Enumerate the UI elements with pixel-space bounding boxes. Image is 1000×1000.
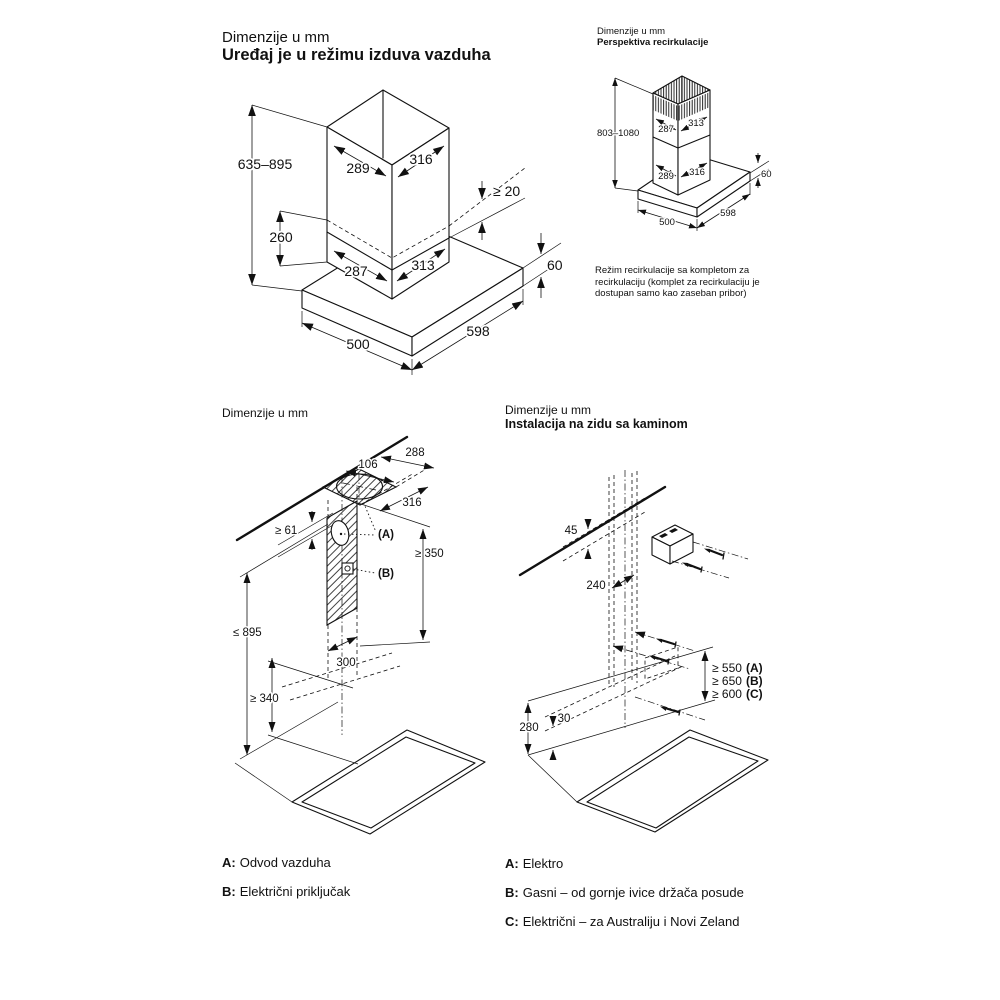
dim-top-clearance: ≥ 61 [275,525,298,537]
ceiling-line [520,487,665,575]
dim-depth: 598 [466,323,490,339]
dim-upper-front: 289 [346,160,370,176]
dim-ceiling-offset: 45 [564,525,578,537]
chimney-title: Instalacija na zidu sa kaminom [505,417,688,431]
dim-min-height-b [712,674,763,688]
dim-edge-offset: 30 [557,713,571,725]
recirculation-drawing [595,55,795,230]
dim-height-range: 635–895 [237,156,293,172]
dim-bottom-clearance: ≥ 340 [250,693,279,705]
dim-min-b-value: ≥ 650 [712,674,742,688]
dim-max-total: ≤ 895 [233,627,262,639]
legend-text-c: Električni – za Australiju i Novi Zeland [522,914,740,929]
dim-upper-side: 313 [688,118,704,129]
legend-key-c: C: [505,914,519,929]
dim-min-b-key: (B) [745,674,763,688]
legend-key-a: A: [505,856,519,871]
dim-duct-width: 288 [405,447,425,459]
dim-lower-side: 313 [411,257,435,273]
chimney-dimensions [519,520,762,760]
dim-lower-height: 260 [269,229,293,245]
chimney-subtitle: Dimenzije u mm [505,403,592,417]
dim-duct-offset: 106 [358,459,378,471]
legend-item-b [505,885,744,900]
exhaust-title: Uređaj je u režimu izduva vazduha [222,46,491,64]
dim-width: 500 [659,217,675,228]
cooktop [235,730,485,834]
dim-min-c-key: (C) [745,687,763,701]
legend-key-b: B: [505,885,519,900]
dim-min-height-c [712,687,763,701]
dim-lower-side: 316 [689,167,705,178]
dim-upper-side: 316 [409,151,433,167]
legend-left [222,855,350,913]
dim-min-height-a [712,661,763,675]
dim-upper-front: 287 [658,124,674,135]
dim-lower-front: 287 [344,263,368,279]
cooktop [528,730,768,832]
dim-lower-ref: 280 [519,722,539,734]
dim-min-a-key: (A) [745,661,763,675]
electrical-socket [342,563,353,574]
recirculation-note: Režim recirkulacije sa kompletom za recirkulaciju (komplet za recirkulaciju je dostupan samo kao zaseban pribor) [595,265,760,299]
exhaust-mode-drawing [225,80,570,395]
dim-canopy-height: 60 [547,257,563,273]
legend-key-b: B: [222,884,236,899]
exhaust-subtitle: Dimenzije u mm [222,29,330,46]
dim-mount-width: 300 [336,657,356,669]
dim-gap: ≥ 20 [493,183,521,199]
dim-canopy-height: 60 [761,169,772,180]
legend-key-a: A: [222,855,236,870]
recirculation-subtitle: Dimenzije u mm [597,26,666,37]
legend-text-b: Električni priključak [239,884,351,899]
legend-item-c [505,914,744,929]
dim-mount-zone: ≥ 350 [415,548,444,560]
chimney-installation-drawing [505,425,815,850]
recirculation-title: Perspektiva recirkulacije [597,37,709,48]
dim-depth: 598 [720,208,736,219]
legend-text-a: Odvod vazduha [239,855,331,870]
dim-bracket-span: 240 [586,580,606,592]
label-electrical: (B) [378,568,394,580]
wall-subtitle: Dimenzije u mm [222,406,309,420]
legend-item-a [222,855,350,870]
mounting-bracket [652,525,693,564]
dim-min-a-value: ≥ 550 [712,661,742,675]
dim-duct-depth: 316 [402,497,422,509]
dim-lower-front: 289 [658,171,674,182]
label-air-outlet: (A) [378,529,394,541]
wall-mounting-drawing [218,425,508,850]
wall-mount-area [327,499,376,625]
legend-right [505,856,744,943]
legend-text-a: Elektro [522,856,564,871]
legend-text-b: Gasni – od gornje ivice držača posude [522,885,744,900]
legend-item-b [222,884,350,899]
dim-min-c-value: ≥ 600 [712,687,742,701]
dim-width: 500 [346,336,370,352]
dim-height-range: 803–1080 [597,128,640,139]
legend-item-a [505,856,744,871]
